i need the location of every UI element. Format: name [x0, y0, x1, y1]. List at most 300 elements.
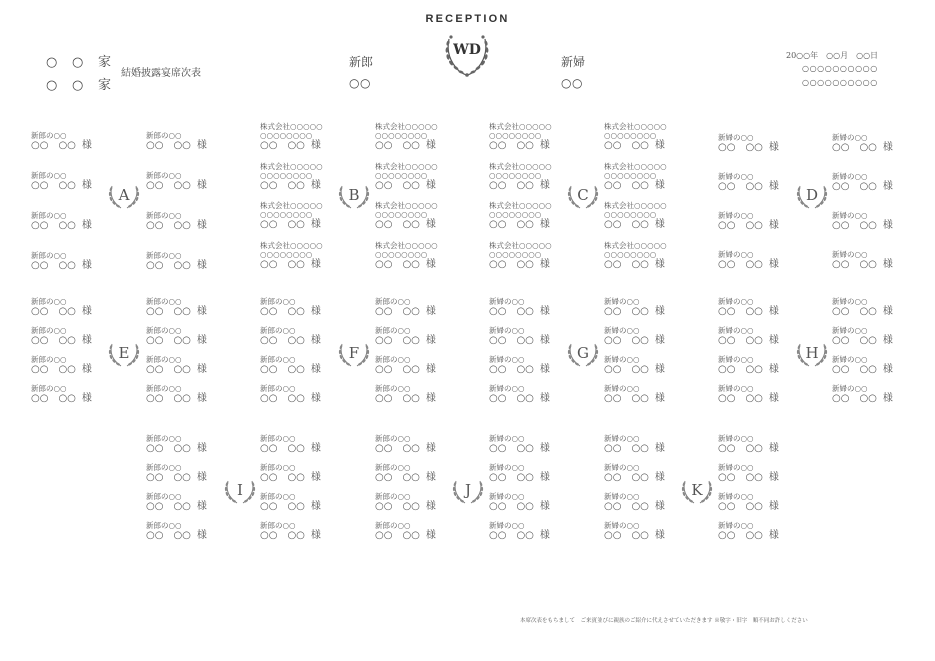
guest-entry [31, 297, 131, 317]
guest-given-name: ○○ [631, 306, 649, 317]
guest-entry [489, 241, 589, 270]
guest-name [31, 260, 131, 271]
guest-given-name: ○○ [516, 393, 534, 404]
honorific-sama: 様 [882, 335, 893, 346]
guest-title: 新婦の○○ [718, 211, 754, 220]
guest-name [604, 443, 704, 454]
guest-name [146, 140, 246, 151]
guest-family-name: ○○ [832, 335, 850, 346]
honorific-sama: 様 [768, 220, 779, 231]
guest-given-name: ○○ [58, 306, 76, 317]
guest-entry [489, 463, 589, 483]
honorific-sama: 様 [81, 335, 92, 346]
guest-entry [489, 122, 589, 151]
guest-family-name: ○○ [146, 530, 164, 541]
honorific-sama: 様 [310, 393, 321, 404]
guest-given-name: ○○ [402, 140, 420, 151]
guest-title: 新婦の○○ [604, 434, 640, 443]
guest-title: 新郎の○○ [31, 131, 67, 140]
guest-entry [718, 384, 818, 404]
guest-entry [832, 172, 932, 192]
guest-company-dept: ○○○○○○○○ [375, 170, 428, 180]
guest-entry [146, 211, 246, 231]
guest-given-name: ○○ [287, 364, 305, 375]
guest-name [146, 180, 246, 191]
guest-name [260, 306, 360, 317]
guest-given-name: ○○ [859, 364, 877, 375]
guest-name [832, 364, 932, 375]
guest-name [832, 142, 932, 153]
guest-given-name: ○○ [745, 335, 763, 346]
guest-title: 新郎の○○ [146, 211, 182, 220]
guest-title: 新郎の○○ [146, 434, 182, 443]
honorific-sama: 様 [196, 140, 207, 151]
table-letter: H [805, 344, 819, 362]
guest-entry [718, 434, 818, 454]
guest-title: 新郎の○○ [260, 297, 296, 306]
honorific-sama: 様 [654, 258, 665, 270]
guest-family-name: ○○ [489, 530, 507, 541]
honorific-sama: 様 [196, 443, 207, 454]
guest-title: 株式会社○○○○○ [489, 122, 552, 131]
guest-title: 新婦の○○ [718, 434, 754, 443]
guest-entry [31, 131, 131, 151]
guest-title: 株式会社○○○○○ [375, 201, 438, 210]
family-name-line-1 [46, 51, 124, 70]
guest-name [489, 219, 589, 230]
guest-name [146, 443, 246, 454]
guest-given-name: ○○ [173, 443, 191, 454]
guest-entry [718, 521, 818, 541]
honorific-sama: 様 [310, 258, 321, 270]
guest-name [260, 393, 360, 404]
guest-name [604, 306, 704, 317]
guest-family-name: ○○ [375, 179, 393, 191]
guest-name [260, 501, 360, 512]
guest-title: 新郎の○○ [31, 211, 67, 220]
guest-name [718, 443, 818, 454]
guest-family-name: ○○ [31, 220, 49, 231]
guest-family-name: ○○ [31, 140, 49, 151]
guest-name [604, 364, 704, 375]
guest-title: 新婦の○○ [489, 326, 525, 335]
guest-name [832, 306, 932, 317]
honorific-sama: 様 [310, 219, 321, 230]
guest-name [31, 140, 131, 151]
guest-given-name: ○○ [173, 306, 191, 317]
guest-given-name: ○○ [402, 443, 420, 454]
guest-given-name: ○○ [287, 179, 305, 191]
guest-name [718, 393, 818, 404]
guest-family-name: ○○ [489, 501, 507, 512]
guest-title: 新郎の○○ [260, 326, 296, 335]
guest-name [260, 443, 360, 454]
honorific-sama: 様 [81, 140, 92, 151]
guest-entry [375, 326, 475, 346]
guest-family-name: ○○ [31, 306, 49, 317]
guest-given-name: ○○ [287, 335, 305, 346]
guest-entry [718, 492, 818, 512]
guest-given-name: ○○ [516, 335, 534, 346]
guest-entry [604, 434, 704, 454]
guest-given-name: ○○ [402, 219, 420, 230]
guest-company-dept: ○○○○○○○○ [604, 131, 657, 140]
honorific-sama: 様 [654, 501, 665, 512]
guest-family-name: ○○ [718, 259, 736, 270]
guest-family-name: ○○ [31, 180, 49, 191]
guest-family-name: ○○ [375, 472, 393, 483]
table-label-d [795, 181, 829, 211]
guest-name [604, 259, 704, 270]
honorific-sama: 様 [81, 393, 92, 404]
honorific-sama: 様 [196, 530, 207, 541]
guest-given-name: ○○ [859, 259, 877, 270]
guest-given-name: ○○ [745, 472, 763, 483]
guest-title: 新郎の○○ [31, 251, 67, 260]
guest-given-name: ○○ [287, 306, 305, 317]
guest-entry [604, 521, 704, 541]
honorific-sama: 様 [425, 219, 436, 230]
guest-family-name: ○○ [260, 179, 278, 191]
honorific-sama: 様 [539, 530, 550, 541]
guest-family-name: ○○ [146, 393, 164, 404]
guest-entry [718, 463, 818, 483]
guest-given-name: ○○ [173, 260, 191, 271]
guest-name [375, 364, 475, 375]
guest-entry [718, 250, 818, 270]
honorific-sama: 様 [425, 179, 436, 191]
guest-given-name: ○○ [58, 140, 76, 151]
guest-title: 新婦の○○ [604, 521, 640, 530]
guest-entry [489, 492, 589, 512]
reception-heading: RECEPTION [425, 13, 510, 25]
guest-entry [375, 122, 475, 151]
guest-given-name: ○○ [173, 472, 191, 483]
honorific-sama: 様 [768, 259, 779, 270]
honorific-sama: 様 [310, 472, 321, 483]
guest-family-name: ○○ [489, 472, 507, 483]
guest-name [31, 306, 131, 317]
guest-title: 新郎の○○ [146, 384, 182, 393]
guest-name [260, 259, 360, 270]
guest-name [260, 219, 360, 230]
guest-title: 新婦の○○ [718, 326, 754, 335]
guest-entry [31, 251, 131, 271]
guest-family-name: ○○ [146, 220, 164, 231]
guest-family-name: ○○ [604, 179, 622, 191]
guest-family-name: ○○ [718, 393, 736, 404]
guest-family-name: ○○ [375, 364, 393, 375]
honorific-sama: 様 [768, 364, 779, 375]
family-1-char-2: ○ [72, 55, 84, 70]
guest-title: 新婦の○○ [604, 355, 640, 364]
guest-name [718, 306, 818, 317]
guest-family-name: ○○ [718, 530, 736, 541]
guest-entry [146, 131, 246, 151]
guest-family-name: ○○ [375, 393, 393, 404]
guest-title: 株式会社○○○○○ [260, 122, 323, 131]
table-letter: D [805, 186, 819, 204]
guest-given-name: ○○ [402, 472, 420, 483]
guest-family-name: ○○ [260, 140, 278, 151]
guest-entry [146, 521, 246, 541]
guest-family-name: ○○ [604, 443, 622, 454]
honorific-sama: 様 [196, 180, 207, 191]
guest-given-name: ○○ [58, 335, 76, 346]
guest-title: 新婦の○○ [718, 297, 754, 306]
guest-name [489, 472, 589, 483]
guest-entry [146, 297, 246, 317]
guest-name [146, 220, 246, 231]
guest-family-name: ○○ [146, 260, 164, 271]
guest-name [832, 220, 932, 231]
guest-family-name: ○○ [260, 364, 278, 375]
table-letter: J [464, 481, 471, 499]
guest-entry [260, 241, 360, 270]
honorific-sama: 様 [539, 258, 550, 270]
family-2-char-2: ○ [72, 78, 84, 93]
guest-title: 新郎の○○ [31, 384, 67, 393]
guest-entry [604, 122, 704, 151]
guest-given-name: ○○ [287, 140, 305, 151]
guest-name [489, 259, 589, 270]
guest-title: 新婦の○○ [832, 384, 868, 393]
guest-given-name: ○○ [402, 306, 420, 317]
guest-family-name: ○○ [146, 501, 164, 512]
guest-family-name: ○○ [489, 335, 507, 346]
guest-entry [146, 384, 246, 404]
guest-company-dept: ○○○○○○○○ [604, 170, 657, 180]
guest-given-name: ○○ [631, 219, 649, 230]
honorific-sama: 様 [310, 306, 321, 317]
guest-given-name: ○○ [631, 258, 649, 270]
guest-family-name: ○○ [832, 306, 850, 317]
guest-family-name: ○○ [146, 306, 164, 317]
guest-entry [489, 521, 589, 541]
honorific-sama: 様 [654, 306, 665, 317]
guest-title: 新婦の○○ [718, 384, 754, 393]
guest-given-name: ○○ [516, 530, 534, 541]
guest-name [375, 180, 475, 191]
guest-given-name: ○○ [516, 501, 534, 512]
guest-title: 新婦の○○ [604, 384, 640, 393]
honorific-sama: 様 [310, 179, 321, 191]
guest-given-name: ○○ [631, 364, 649, 375]
family-2-char-3: 家 [98, 78, 112, 93]
guest-entry [146, 434, 246, 454]
guest-name [832, 335, 932, 346]
guest-title: 新郎の○○ [146, 171, 182, 180]
honorific-sama: 様 [654, 472, 665, 483]
guest-family-name: ○○ [489, 140, 507, 151]
guest-title: 新郎の○○ [375, 463, 411, 472]
guest-title: 新婦の○○ [489, 521, 525, 530]
guest-given-name: ○○ [745, 364, 763, 375]
guest-family-name: ○○ [489, 364, 507, 375]
guest-family-name: ○○ [146, 335, 164, 346]
guest-title: 新郎の○○ [31, 171, 67, 180]
guest-family-name: ○○ [604, 472, 622, 483]
honorific-sama: 様 [654, 335, 665, 346]
guest-title: 新郎の○○ [146, 355, 182, 364]
guest-title: 株式会社○○○○○ [375, 240, 438, 250]
guest-title: 新婦の○○ [718, 463, 754, 472]
table-letter: I [237, 481, 243, 499]
honorific-sama: 様 [81, 364, 92, 375]
guest-family-name: ○○ [489, 258, 507, 270]
guest-name [146, 306, 246, 317]
table-letter: F [348, 344, 360, 362]
family-2-char-1: ○ [46, 78, 58, 93]
guest-entry [832, 297, 932, 317]
honorific-sama: 様 [310, 530, 321, 541]
guest-family-name: ○○ [604, 306, 622, 317]
guest-title: 新婦の○○ [489, 355, 525, 364]
guest-family-name: ○○ [146, 443, 164, 454]
honorific-sama: 様 [768, 443, 779, 454]
guest-family-name: ○○ [260, 306, 278, 317]
guest-family-name: ○○ [375, 219, 393, 230]
table-label-f [337, 339, 371, 369]
guest-company-dept: ○○○○○○○○ [489, 249, 542, 259]
guest-family-name: ○○ [718, 335, 736, 346]
guest-entry [260, 297, 360, 317]
guest-given-name: ○○ [402, 335, 420, 346]
guest-family-name: ○○ [260, 501, 278, 512]
guest-company-dept: ○○○○○○○○ [489, 170, 542, 180]
venue-line-1: ○○○○○○○○○○ [802, 64, 878, 73]
honorific-sama: 様 [310, 335, 321, 346]
guest-given-name: ○○ [173, 530, 191, 541]
guest-name [375, 443, 475, 454]
guest-family-name: ○○ [832, 181, 850, 192]
guest-given-name: ○○ [859, 220, 877, 231]
guest-name [489, 140, 589, 151]
honorific-sama: 様 [81, 260, 92, 271]
honorific-sama: 様 [425, 140, 436, 151]
guest-title: 株式会社○○○○○ [489, 201, 552, 210]
guest-given-name: ○○ [58, 180, 76, 191]
guest-family-name: ○○ [832, 364, 850, 375]
guest-family-name: ○○ [146, 140, 164, 151]
guest-family-name: ○○ [260, 258, 278, 270]
guest-entry [604, 384, 704, 404]
guest-entry [604, 297, 704, 317]
honorific-sama: 様 [196, 393, 207, 404]
guest-company-dept: ○○○○○○○○ [260, 170, 313, 180]
honorific-sama: 様 [654, 364, 665, 375]
footer-note: 本席次表をもちまして ご来賓並びに親族のご紹介に代えさせていただきます ※敬字・旧字 順不同お許しください [520, 618, 808, 624]
guest-name [146, 364, 246, 375]
guest-name [718, 472, 818, 483]
guest-given-name: ○○ [402, 364, 420, 375]
guest-title: 新郎の○○ [146, 297, 182, 306]
guest-family-name: ○○ [718, 142, 736, 153]
honorific-sama: 様 [654, 393, 665, 404]
guest-entry [375, 521, 475, 541]
guest-title: 新郎の○○ [260, 355, 296, 364]
guest-title: 新郎の○○ [375, 521, 411, 530]
honorific-sama: 様 [539, 306, 550, 317]
guest-title: 新婦の○○ [832, 211, 868, 220]
table-label-i [223, 476, 257, 506]
guest-given-name: ○○ [516, 472, 534, 483]
honorific-sama: 様 [81, 306, 92, 317]
table-letter: C [577, 186, 589, 204]
guest-family-name: ○○ [604, 140, 622, 151]
guest-family-name: ○○ [832, 393, 850, 404]
honorific-sama: 様 [539, 140, 550, 151]
honorific-sama: 様 [654, 179, 665, 191]
guest-title: 新郎の○○ [260, 384, 296, 393]
guest-name [375, 530, 475, 541]
honorific-sama: 様 [310, 443, 321, 454]
guest-entry [375, 434, 475, 454]
guest-entry [31, 384, 131, 404]
guest-family-name: ○○ [832, 220, 850, 231]
guest-family-name: ○○ [489, 179, 507, 191]
guest-name [375, 393, 475, 404]
guest-name [604, 335, 704, 346]
guest-name [375, 335, 475, 346]
guest-entry [375, 162, 475, 191]
guest-family-name: ○○ [260, 472, 278, 483]
guest-family-name: ○○ [31, 393, 49, 404]
document-title: 結婚披露宴席次表 [121, 68, 201, 79]
guest-title: 新郎の○○ [31, 326, 67, 335]
guest-given-name: ○○ [859, 393, 877, 404]
guest-company-dept: ○○○○○○○○ [260, 131, 313, 140]
guest-title: 新郎の○○ [146, 492, 182, 501]
guest-entry [146, 355, 246, 375]
guest-family-name: ○○ [832, 259, 850, 270]
guest-family-name: ○○ [260, 335, 278, 346]
guest-entry [604, 241, 704, 270]
emblem-initials: WD [453, 42, 481, 58]
guest-title: 新婦の○○ [604, 326, 640, 335]
honorific-sama: 様 [196, 364, 207, 375]
guest-name [489, 443, 589, 454]
guest-title: 新婦の○○ [604, 492, 640, 501]
honorific-sama: 様 [654, 219, 665, 230]
guest-family-name: ○○ [832, 142, 850, 153]
guest-given-name: ○○ [516, 140, 534, 151]
guest-family-name: ○○ [260, 219, 278, 230]
guest-name [489, 393, 589, 404]
groom-label: 新郎 [349, 55, 374, 69]
guest-given-name: ○○ [402, 530, 420, 541]
family-1-char-3: 家 [98, 55, 112, 70]
guest-name [375, 140, 475, 151]
guest-entry [260, 492, 360, 512]
guest-name [604, 180, 704, 191]
table-letter: B [348, 186, 360, 204]
guest-title: 株式会社○○○○○ [489, 161, 552, 171]
guest-family-name: ○○ [31, 364, 49, 375]
guest-title: 新婦の○○ [718, 355, 754, 364]
guest-title: 株式会社○○○○○ [604, 122, 667, 131]
guest-entry [146, 171, 246, 191]
honorific-sama: 様 [768, 472, 779, 483]
guest-title: 新婦の○○ [832, 355, 868, 364]
guest-name [604, 219, 704, 230]
guest-family-name: ○○ [604, 501, 622, 512]
guest-title: 新婦の○○ [832, 297, 868, 306]
guest-given-name: ○○ [859, 335, 877, 346]
guest-family-name: ○○ [31, 335, 49, 346]
guest-name [489, 306, 589, 317]
guest-given-name: ○○ [745, 142, 763, 153]
